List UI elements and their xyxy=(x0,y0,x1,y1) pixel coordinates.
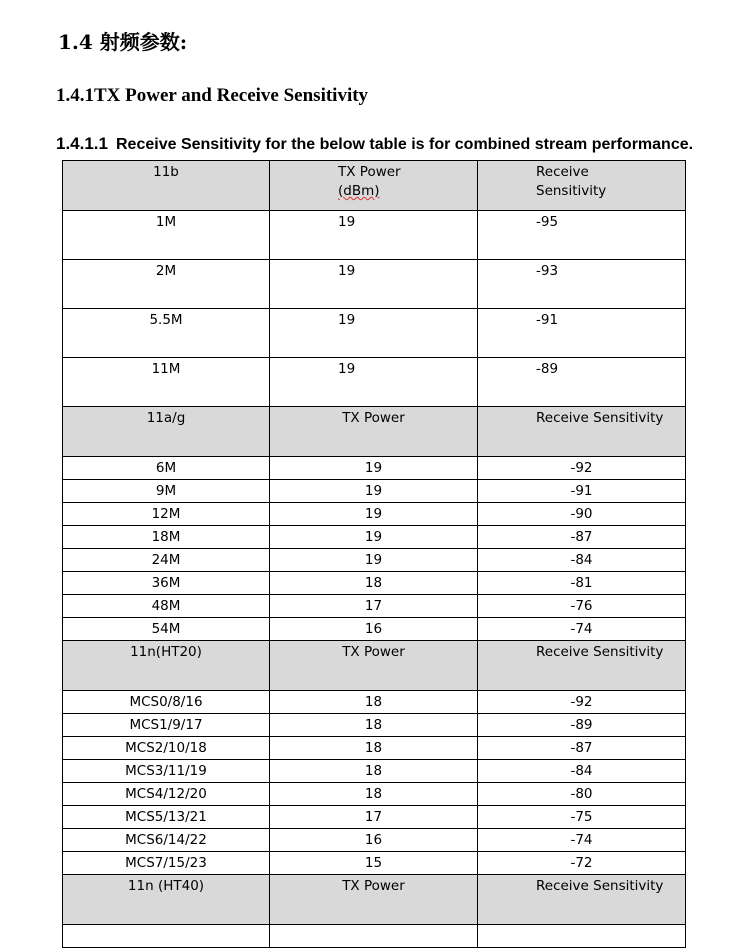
tx-power-cell: 18 xyxy=(270,572,478,595)
rate-cell: 36M xyxy=(63,572,270,595)
receive-sensitivity-cell: -89 xyxy=(478,714,686,737)
tx-power-cell: 19 xyxy=(270,260,478,309)
heading-number: 1.4.1.1 xyxy=(56,134,108,153)
rate-cell: MCS0/8/16 xyxy=(63,691,270,714)
rate-cell: MCS7/15/23 xyxy=(63,852,270,875)
header-cell-receive-sensitivity: Receive Sensitivity xyxy=(478,875,686,925)
header-cell-receive-sensitivity: Receive Sensitivity xyxy=(478,407,686,457)
header-cell-mode xyxy=(63,161,270,211)
tx-power-cell: 16 xyxy=(270,829,478,852)
tx-power-cell: 19 xyxy=(270,358,478,407)
table-row xyxy=(63,806,686,829)
table-header-row-11b xyxy=(63,161,686,211)
rate-cell: 12M xyxy=(63,503,270,526)
header-cell-tx-power: TX Power xyxy=(270,641,478,691)
table-header-row xyxy=(63,407,686,457)
tx-power-cell: 19 xyxy=(270,526,478,549)
table-row xyxy=(63,691,686,714)
tx-power-cell: 18 xyxy=(270,760,478,783)
table-row xyxy=(63,595,686,618)
empty-cell xyxy=(63,925,270,948)
tx-power-cell: 17 xyxy=(270,595,478,618)
tx-power-cell: 19 xyxy=(270,457,478,480)
tx-power-cell: 19 xyxy=(270,549,478,572)
rate-cell: 11M xyxy=(63,358,270,407)
table-row-cutoff xyxy=(63,925,686,948)
empty-cell xyxy=(478,925,686,948)
header-cell-tx-power: TX Power xyxy=(270,875,478,925)
receive-sensitivity-cell: -72 xyxy=(478,852,686,875)
receive-sensitivity-cell: -81 xyxy=(478,572,686,595)
table-row xyxy=(63,480,686,503)
tx-power-cell: 18 xyxy=(270,737,478,760)
heading-text: Receive Sensitivity for the below table is for combined stream performance. xyxy=(116,136,694,153)
receive-sensitivity-cell: -91 xyxy=(478,309,686,358)
rate-cell: MCS6/14/22 xyxy=(63,829,270,852)
header-cell-receive-sensitivity: Receive Sensitivity xyxy=(478,641,686,691)
receive-sensitivity-cell: -76 xyxy=(478,595,686,618)
table-row xyxy=(63,714,686,737)
table-row xyxy=(63,829,686,852)
rate-cell: 9M xyxy=(63,480,270,503)
receive-sensitivity-cell: -93 xyxy=(478,260,686,309)
tx-power-cell: 19 xyxy=(270,503,478,526)
table-row xyxy=(63,783,686,806)
rate-cell: 18M xyxy=(63,526,270,549)
receive-sensitivity-cell: -80 xyxy=(478,783,686,806)
table-header-row xyxy=(63,875,686,925)
table-row xyxy=(63,358,686,407)
rate-cell: 1M xyxy=(63,211,270,260)
tx-power-cell: 15 xyxy=(270,852,478,875)
receive-sensitivity-cell: -84 xyxy=(478,760,686,783)
table-row xyxy=(63,457,686,480)
table-row xyxy=(63,572,686,595)
header-cell-mode: 11a/g xyxy=(63,407,270,457)
rate-cell: 6M xyxy=(63,457,270,480)
receive-sensitivity-cell: -91 xyxy=(478,480,686,503)
header-cell-tx-power xyxy=(270,161,478,211)
tx-power-cell: 18 xyxy=(270,783,478,806)
receive-sensitivity-cell: -87 xyxy=(478,526,686,549)
empty-cell xyxy=(270,925,478,948)
table-row xyxy=(63,503,686,526)
table-row xyxy=(63,760,686,783)
receive-sensitivity-cell: -75 xyxy=(478,806,686,829)
section-heading-1-4-1-1 xyxy=(56,134,693,154)
receive-sensitivity-cell: -74 xyxy=(478,618,686,641)
rate-cell: MCS3/11/19 xyxy=(63,760,270,783)
header-mode-label: 11b xyxy=(153,164,179,180)
table-row xyxy=(63,260,686,309)
rate-cell: 54M xyxy=(63,618,270,641)
table-row xyxy=(63,526,686,549)
rate-cell: MCS1/9/17 xyxy=(63,714,270,737)
tx-power-cell: 19 xyxy=(270,480,478,503)
tx-power-cell: 19 xyxy=(270,309,478,358)
header-cell-tx-power: TX Power xyxy=(270,407,478,457)
rate-cell: 5.5M xyxy=(63,309,270,358)
section-heading-1-4-1: 1.4.1TX Power and Receive Sensitivity xyxy=(56,85,369,106)
receive-sensitivity-cell: -84 xyxy=(478,549,686,572)
table-header-row xyxy=(63,641,686,691)
header-cell-receive-sensitivity xyxy=(478,161,686,211)
receive-sensitivity-cell: -90 xyxy=(478,503,686,526)
rate-cell: MCS2/10/18 xyxy=(63,737,270,760)
table-row xyxy=(63,211,686,260)
tx-power-cell: 16 xyxy=(270,618,478,641)
header-cell-mode: 11n(HT20) xyxy=(63,641,270,691)
rate-cell: 48M xyxy=(63,595,270,618)
receive-sensitivity-cell: -92 xyxy=(478,691,686,714)
header-rs-line1: Receive xyxy=(536,164,589,180)
table-row xyxy=(63,549,686,572)
receive-sensitivity-cell: -89 xyxy=(478,358,686,407)
tx-power-cell: 17 xyxy=(270,806,478,829)
section-heading-1-4: 1.4 射频参数: xyxy=(58,30,188,54)
rate-cell: MCS4/12/20 xyxy=(63,783,270,806)
tx-power-sensitivity-table xyxy=(62,160,686,948)
header-tx-line1: TX Power xyxy=(338,164,401,180)
tx-power-cell: 19 xyxy=(270,211,478,260)
table-row xyxy=(63,618,686,641)
table-row xyxy=(63,737,686,760)
tx-power-cell: 18 xyxy=(270,691,478,714)
receive-sensitivity-cell: -95 xyxy=(478,211,686,260)
rate-cell: 24M xyxy=(63,549,270,572)
table-row xyxy=(63,309,686,358)
header-tx-line2: (dBm) xyxy=(338,183,380,199)
receive-sensitivity-cell: -92 xyxy=(478,457,686,480)
receive-sensitivity-cell: -74 xyxy=(478,829,686,852)
tx-power-cell: 18 xyxy=(270,714,478,737)
rate-cell: 2M xyxy=(63,260,270,309)
header-rs-line2: Sensitivity xyxy=(536,183,607,199)
rate-cell: MCS5/13/21 xyxy=(63,806,270,829)
receive-sensitivity-cell: -87 xyxy=(478,737,686,760)
header-cell-mode: 11n (HT40) xyxy=(63,875,270,925)
table-row xyxy=(63,852,686,875)
